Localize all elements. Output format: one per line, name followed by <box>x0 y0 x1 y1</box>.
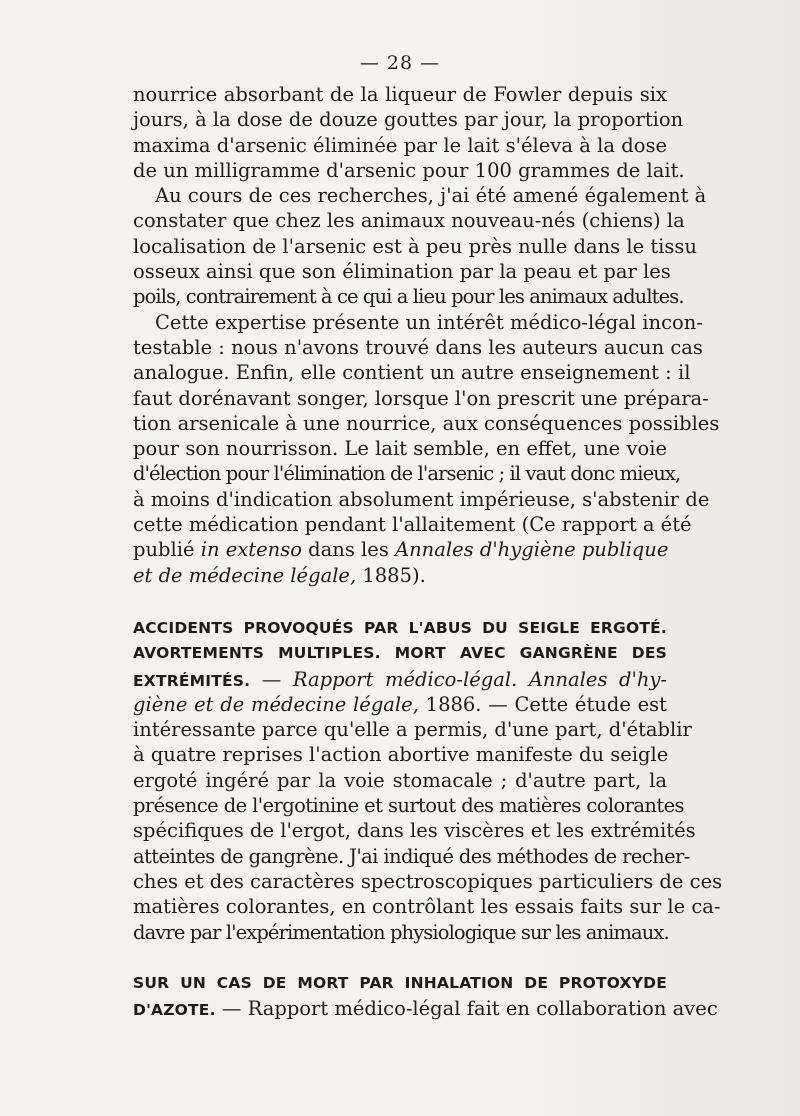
text-span: publié <box>133 538 201 562</box>
text-span: — Rapport médico-légal fait en collaboration avec <box>215 997 718 1021</box>
text-line: à moins d'indication absolument impérieuse, s'abstenir de <box>133 487 710 511</box>
text-line-with-citation <box>133 692 667 717</box>
page-number: — 28 — <box>359 52 441 74</box>
text-line: pour son nourrisson. Le lait semble, en effet, une voie <box>133 437 667 461</box>
citation-italic: Rapport médico-légal. Annales d'hy- <box>292 667 667 691</box>
text-span: 1885). <box>356 563 426 587</box>
text-line: atteintes de gangrène. J'ai indiqué des méthodes de recher- <box>133 844 690 868</box>
section-ergot-accidents <box>133 616 723 945</box>
section-spacer <box>133 588 667 616</box>
text-line: nourrice absorbant de la liqueur de Fowler depuis six <box>133 83 667 106</box>
text-line: cette médication pendant l'allaitement (Ce rapport a été <box>133 513 692 537</box>
paragraph-young-animals <box>133 183 707 309</box>
text-line: d'élection pour l'élimination de l'arsenic ; il vaut donc mieux, <box>133 462 681 486</box>
text-line: spécifiques de l'ergot, dans les viscères et les extrémités <box>133 819 696 843</box>
text-line: présence de l'ergotinine et surtout des matières colorantes <box>133 794 684 818</box>
citation-italic: giène et de médecine légale, <box>133 692 419 716</box>
text-span: — <box>250 667 293 691</box>
text-line: de un milligramme d'arsenic pour 100 grammes de lait. <box>133 158 685 182</box>
text-line: osseux ainsi que son élimination par la peau et par les <box>133 260 671 284</box>
section-heading-span: EXTRÉMITÉS. <box>133 671 251 690</box>
section-heading-span: D'AZOTE. <box>133 1001 216 1020</box>
section-heading-line: SUR UN CAS DE MORT PAR INHALATION DE PROTOXYDE <box>133 973 667 992</box>
text-line: à quatre reprises l'action abortive manifeste du seigle <box>133 743 669 767</box>
text-span: 1886. — Cette étude est <box>418 692 667 716</box>
section-nitrous-oxide <box>133 971 718 1022</box>
text-line: intéressante parce qu'elle a permis, d'une part, d'établir <box>133 718 692 742</box>
section-heading-line: AVORTEMENTS MULTIPLES. MORT AVEC GANGRÈNE DES <box>133 644 667 663</box>
text-line-with-citation <box>133 537 667 562</box>
text-line: jours, à la dose de douze gouttes par jour, la proportion <box>133 108 684 132</box>
section-heading-line: ACCIDENTS PROVOQUÉS PAR L'ABUS DU SEIGLE ERGOTÉ. <box>133 618 667 637</box>
text-line: testable : nous n'avons trouvé dans les auteurs aucun cas <box>133 335 703 359</box>
paragraph-continuation <box>133 82 685 183</box>
text-line: faut dorénavant songer, lorsque l'on prescrit une prépara- <box>133 386 709 410</box>
text-line: ches et des caractères spectroscopiques particuliers de ces <box>133 869 723 893</box>
text-line: maxima d'arsenic éliminée par le lait s'éleva à la dose <box>133 133 667 157</box>
text-line: analogue. Enfin, elle contient un autre enseignement : il <box>133 361 691 385</box>
text-line: ergoté ingéré par la voie stomacale ; d'autre part, la <box>133 768 667 792</box>
text-line: localisation de l'arsenic est à peu près nulle dans le tissu <box>133 234 697 258</box>
text-line: matières colorantes, en contrôlant les essais faits sur le ca- <box>133 895 721 919</box>
citation-italic: in extenso <box>200 538 302 562</box>
text-line: Au cours de ces recherches, j'ai été amené également à <box>155 184 707 208</box>
text-line: Cette expertise présente un intérêt médico-légal incon- <box>155 310 703 334</box>
body-text <box>133 82 723 1021</box>
text-line-with-citation <box>133 667 667 692</box>
paragraph-medico-legal-interest <box>133 310 720 588</box>
text-line-with-citation <box>133 563 667 588</box>
text-line: tion arsenicale à une nourrice, aux conséquences possibles <box>133 411 720 435</box>
text-line: constater que chez les animaux nouveau-nés (chiens) la <box>133 209 685 233</box>
citation-italic: et de médecine légale, <box>133 563 357 587</box>
text-line: davre par l'expérimentation physiologique sur les animaux. <box>133 920 669 944</box>
text-line-with-heading <box>133 996 718 1021</box>
text-span: dans les <box>301 538 396 562</box>
text-line: poils, contrairement à ce qui a lieu pour les animaux adultes. <box>133 285 684 309</box>
section-spacer <box>133 945 667 971</box>
citation-italic: Annales d'hygiène publique <box>395 538 669 562</box>
